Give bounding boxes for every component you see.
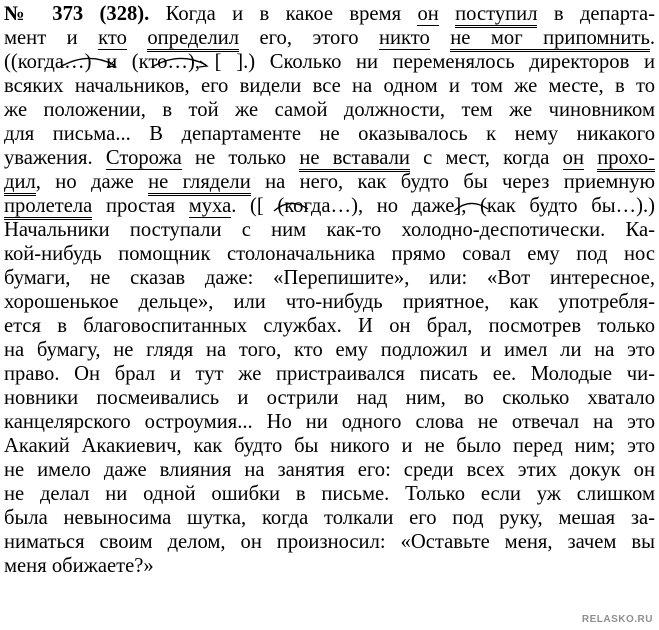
text-line (4, 266, 655, 290)
text-fragment: бумаги, не сказав даже: «Перепишите», или: «Вот интересное, (4, 267, 655, 289)
text-fragment: меня обижаете?» (4, 555, 154, 577)
text-fragment (430, 27, 450, 49)
text-line (4, 2, 655, 26)
predicate-underlined: не глядели (148, 171, 251, 196)
text-line (4, 386, 655, 410)
text-fragment: в департа- (537, 3, 655, 25)
text-line (4, 434, 655, 458)
text-line (4, 122, 655, 146)
subject-underlined: муха (188, 195, 232, 217)
predicate-underlined: не вставали (299, 147, 410, 172)
text-fragment: кой-нибудь помощник столоначальника прямо совал ему под нос (4, 243, 655, 265)
subject-underlined: он (562, 147, 584, 169)
text-line (4, 338, 655, 362)
predicate-underlined: поступил (455, 3, 537, 28)
text-line (4, 530, 655, 554)
text-line (4, 362, 655, 386)
text-line (4, 194, 655, 218)
subject-underlined: кто (98, 27, 127, 49)
text-fragment: право. Он брал и тут же пристраивался писать ее. Молодые чи- (4, 363, 655, 385)
predicate-underlined: прохо- (597, 147, 655, 172)
text-fragment: уважения. (4, 147, 106, 169)
text-fragment: не только (181, 147, 300, 169)
text-fragment: ниматься своим делом, он произносил: «Оставьте меня, зачем вы (4, 531, 655, 553)
predicate-underlined: определил (147, 27, 239, 52)
subject-underlined: Сторожа (105, 147, 182, 169)
text-fragment: на бумагу, не глядя на того, кто ему подложил и имел ли на это (4, 339, 655, 361)
predicate-underlined: не мог припомнить (450, 27, 650, 52)
subject-underlined: никто (379, 27, 430, 49)
text-fragment: . (649, 27, 655, 49)
text-line (4, 26, 655, 50)
text-fragment: новники посмеивались и острили над ним, во сколько хватало (4, 387, 655, 409)
text-fragment (127, 27, 147, 49)
text-line (4, 482, 655, 506)
text-fragment: для письма... В департаменте не оказывалось к нему никакого (4, 123, 655, 145)
text-line (4, 242, 655, 266)
predicate-underlined: дил (4, 171, 36, 196)
text-fragment (584, 147, 597, 169)
scheme-arrow-icon (150, 55, 210, 69)
scheme-text: ((когда…) и (кто…), [ ].) Сколько ни переменялось директоров и (4, 51, 655, 73)
text-line (4, 554, 655, 578)
text-line (4, 290, 655, 314)
text-fragment: хорошенькое дельце», или что-нибудь приятное, как употребля- (4, 291, 655, 313)
text-line (4, 146, 655, 170)
text-line (4, 410, 655, 434)
watermark: RELASKO.RU (581, 614, 653, 625)
exercise-number: № 373 (328). (4, 3, 150, 25)
scheme-arrow-icon (272, 199, 312, 213)
text-fragment: всяких начальников, его видели все на одном и том же месте, в то (4, 75, 655, 97)
text-fragment: мент и (4, 27, 99, 49)
text-line (4, 314, 655, 338)
scheme-arrow-icon (452, 199, 492, 213)
text-fragment: Когда и в какое время (165, 3, 418, 25)
text-fragment: Начальники поступали с ним как-то холодно-деспотически. Ка- (4, 219, 655, 241)
text-fragment (439, 3, 455, 25)
text-fragment: простая (92, 195, 189, 217)
text-fragment: была невыносима шутка, когда толкали его под руку, мешая за- (4, 507, 655, 529)
text-line (4, 74, 655, 98)
text-fragment: Акакий Акакиевич, как будто бы никого и не было перед ним; это (4, 435, 655, 457)
scheme-arrow-icon (58, 55, 118, 69)
predicate-underlined: пролетела (4, 195, 92, 220)
subject-underlined: он (417, 3, 439, 25)
text-line (4, 218, 655, 242)
text-fragment: же положении, в той же самой должности, тем же чиновником (4, 99, 655, 121)
text-line (4, 98, 655, 122)
text-fragment: не делал ни одной ошибки в письме. Только если уж слишком (4, 483, 655, 505)
text-line (4, 458, 655, 482)
text-line (4, 170, 655, 194)
text-fragment: канцелярского остроумия... Но ни одного слова не отвечал на это (4, 411, 655, 433)
text-line (4, 506, 655, 530)
text-fragment: с мест, когда (409, 147, 563, 169)
text-fragment: не имело даже влияния на занятия его: среди всех этих докук он (4, 459, 655, 481)
text-fragment: его, этого (239, 27, 379, 49)
text-fragment: на него, как будто бы через приемную (250, 171, 655, 193)
scheme-text: . ([ (когда…), но даже], (как будто бы…).) (231, 195, 655, 217)
text-fragment: ется в благовоспитанных службах. И он брал, посмотрев только (4, 315, 655, 337)
text-fragment: , но даже (35, 171, 149, 193)
